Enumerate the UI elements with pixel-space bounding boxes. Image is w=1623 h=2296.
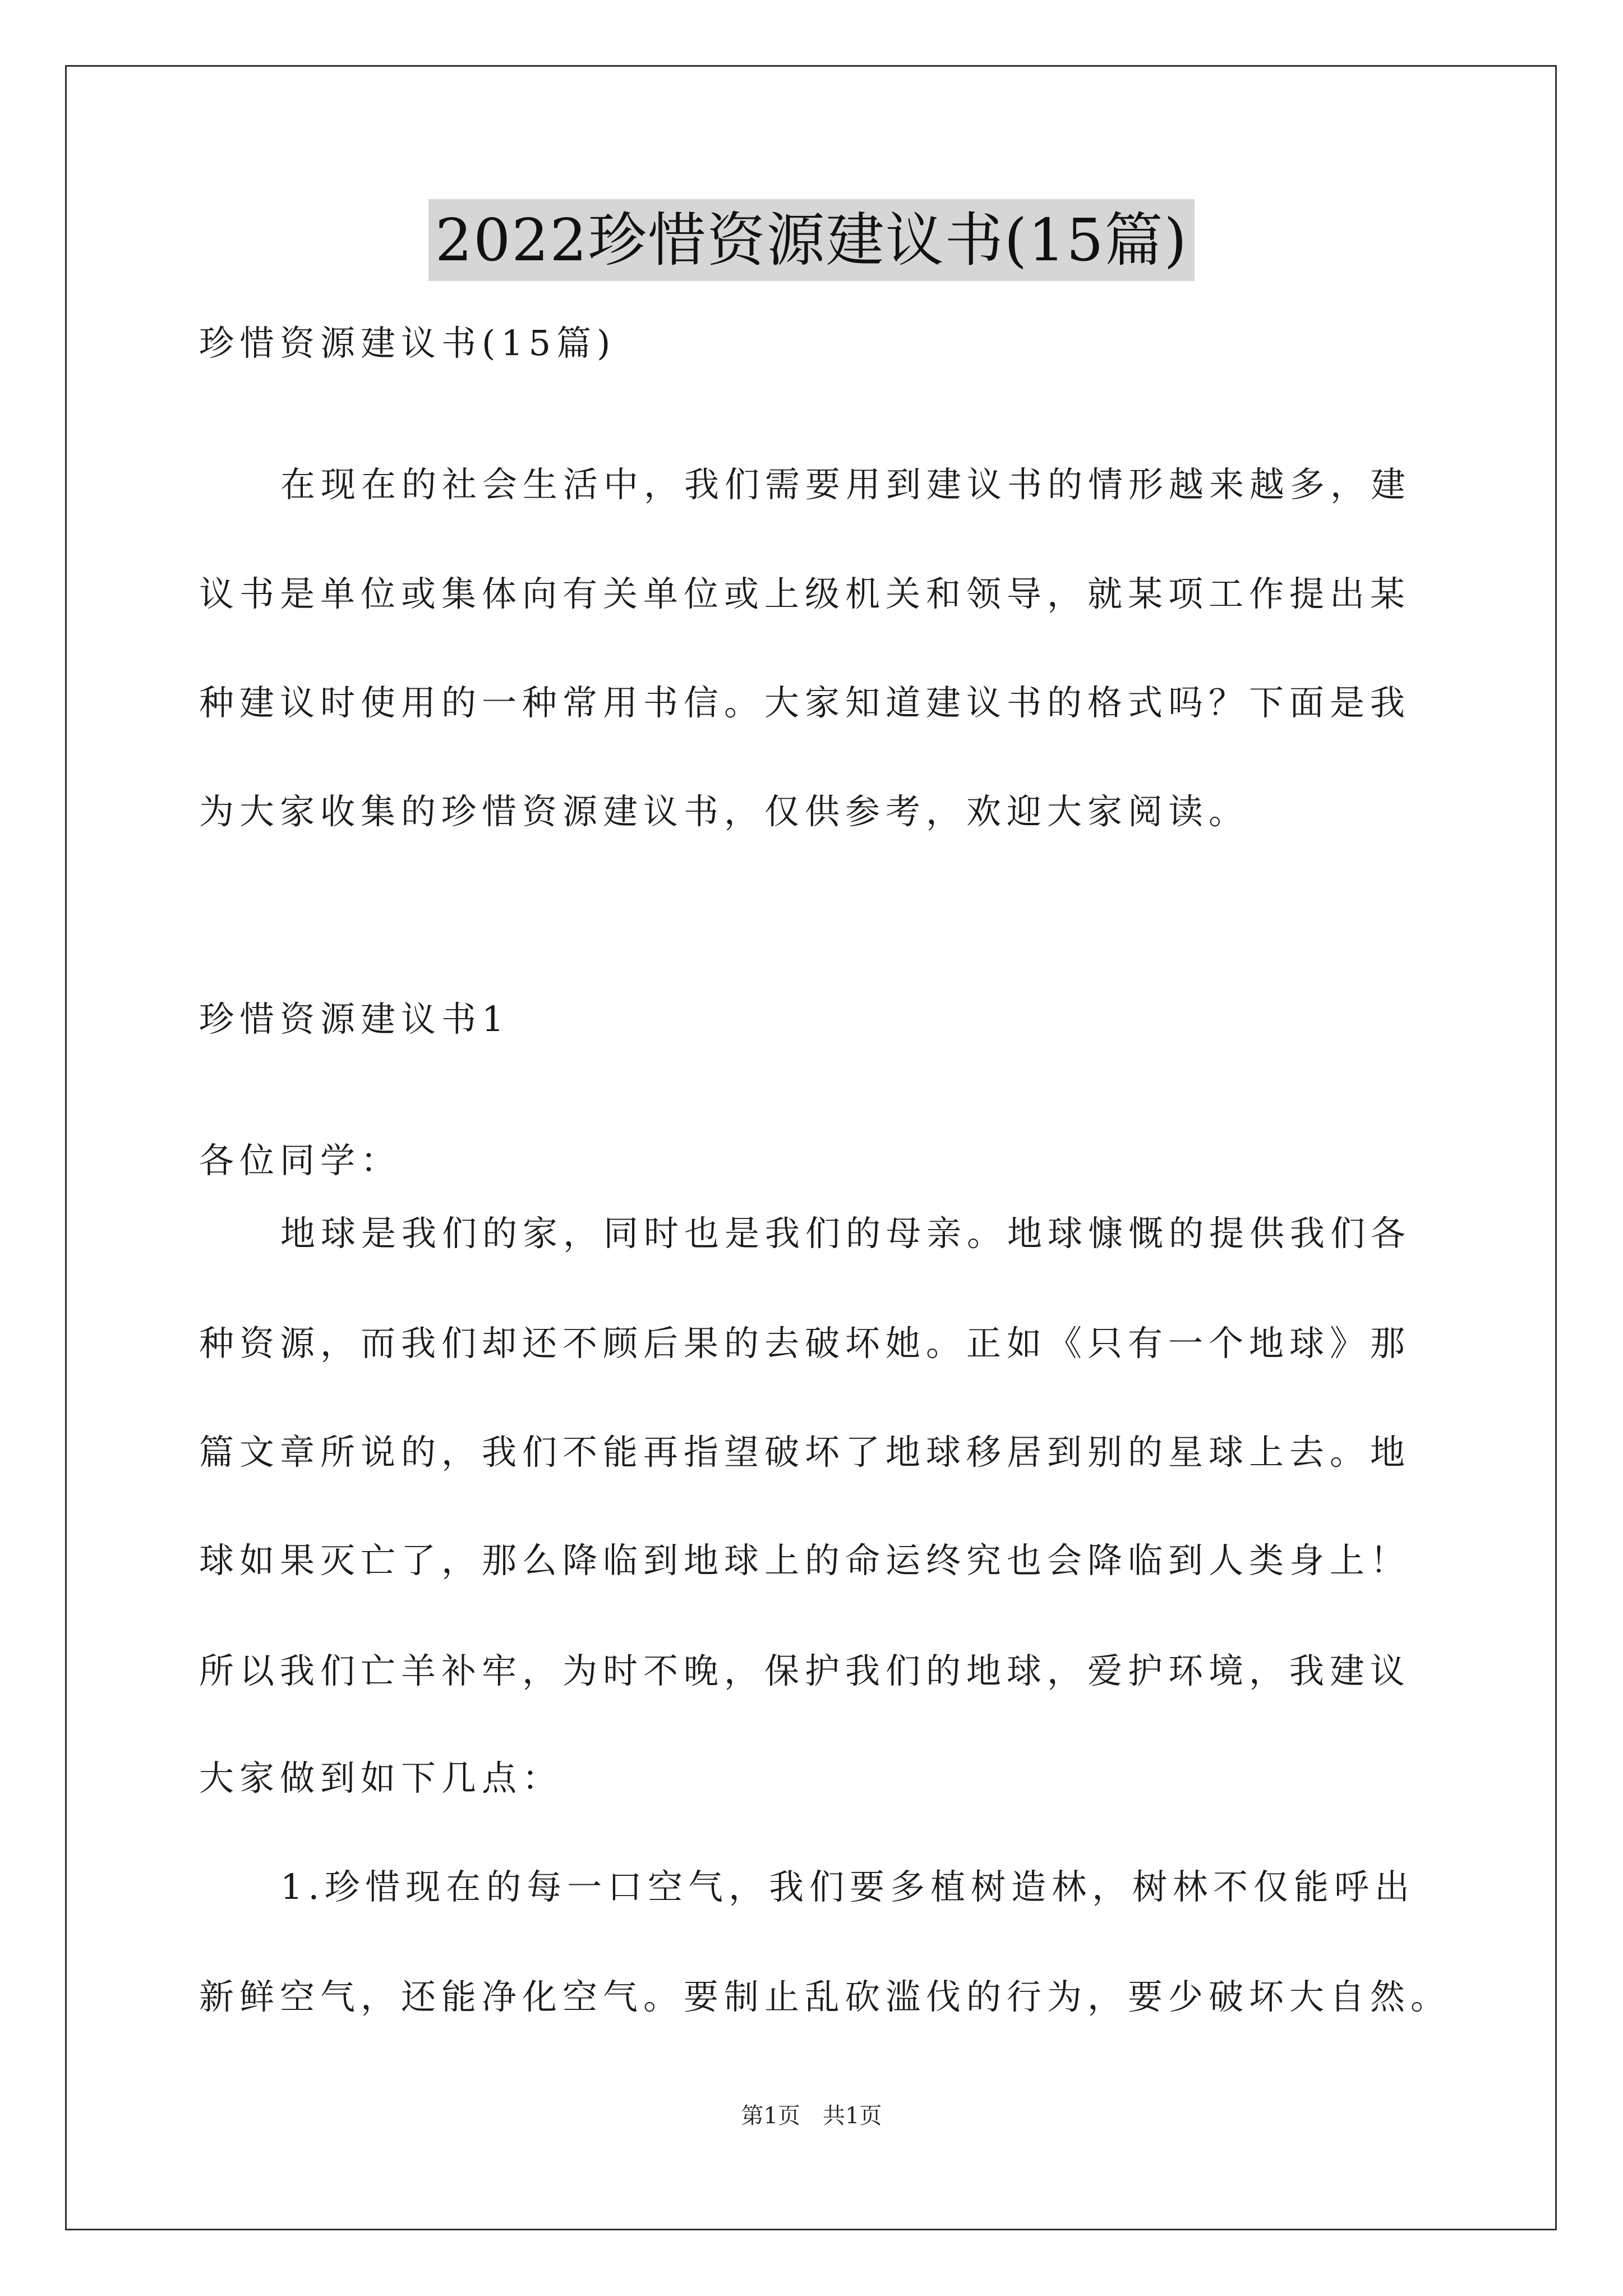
document-title: 2022珍惜资源建议书(15篇) [428,199,1195,281]
body-line: 地球是我们的家，同时也是我们的母亲。地球慷慨的提供我们各 [280,1213,1412,1254]
page-footer: 第1页 共1页 [741,2103,882,2129]
body-line: 种资源，而我们却还不顾后果的去破坏她。正如《只有一个地球》那 [199,1323,1411,1364]
point-line: 新鲜空气，还能净化空气。要制止乱砍滥伐的行为，要少破坏大自然。 [199,1976,1451,2017]
body-line: 球如果灭亡了，那么降临到地球上的命运终究也会降临到人类身上！ [199,1540,1411,1581]
intro-line: 在现在的社会生活中，我们需要用到建议书的情形越来越多，建 [280,464,1412,505]
section-heading: 珍惜资源建议书1 [199,999,510,1039]
document-subtitle: 珍惜资源建议书(15篇) [199,323,616,364]
body-line: 大家做到如下几点： [199,1757,563,1798]
point-line: 1.珍惜现在的每一口空气，我们要多植树造林，树林不仅能呼出 [280,1866,1415,1907]
body-line: 篇文章所说的，我们不能再指望破坏了地球移居到别的星球上去。地 [199,1432,1411,1473]
intro-line: 为大家收集的珍惜资源建议书，仅供参考，欢迎大家阅读。 [199,791,1249,832]
title-container [0,199,1623,281]
salutation: 各位同学： [199,1140,402,1181]
body-line: 所以我们亡羊补牢，为时不晚，保护我们的地球，爱护环境，我建议 [199,1650,1411,1691]
intro-line: 种建议时使用的一种常用书信。大家知道建议书的格式吗？下面是我 [199,682,1411,723]
intro-line: 议书是单位或集体向有关单位或上级机关和领导，就某项工作提出某 [199,573,1411,614]
